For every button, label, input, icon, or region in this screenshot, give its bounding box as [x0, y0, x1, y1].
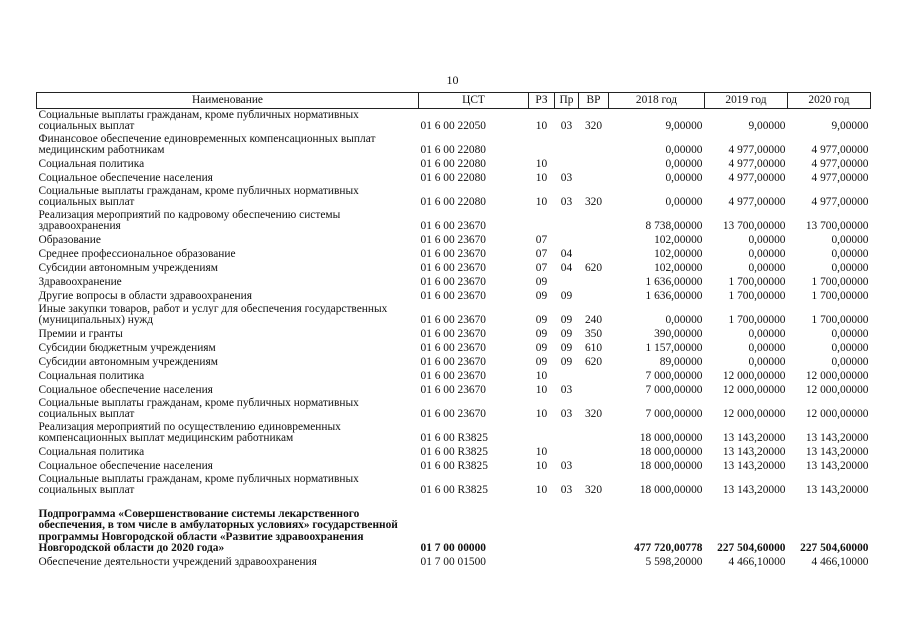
row-value-2019: 0,00000 — [748, 262, 786, 275]
row-cst: 01 6 00 23670 — [420, 384, 486, 397]
table-row — [37, 171, 871, 185]
row-pr: 09 — [560, 356, 573, 369]
row-value-2020: 13 143,20000 — [805, 484, 869, 497]
row-value-2020: 13 143,20000 — [805, 446, 869, 459]
row-name: Субсидии автономным учреждениям — [38, 262, 218, 275]
table-row — [37, 261, 871, 275]
row-cst: 01 7 00 01500 — [420, 556, 486, 569]
row-value-2020: 4 977,00000 — [811, 172, 869, 185]
header-vr: ВР — [579, 93, 609, 109]
row-vr: 620 — [584, 356, 603, 369]
row-name: Образование — [38, 234, 101, 247]
row-pr: 04 — [560, 262, 573, 275]
row-value-2020: 1 700,00000 — [811, 314, 869, 327]
header-2018: 2018 год — [609, 93, 705, 109]
row-name: Финансовое обеспечение единовременных компенсационных выплат медицинским работникам — [38, 132, 376, 157]
row-name: Реализация мероприятий по кадровому обеспечению системы здравоохранения — [38, 208, 341, 233]
row-vr: 320 — [584, 408, 603, 421]
row-vr — [579, 289, 609, 303]
row-value-2019: 1 700,00000 — [728, 290, 786, 303]
row-pr — [555, 421, 579, 445]
row-cst: 01 6 00 23670 — [420, 220, 486, 233]
row-value-2020: 4 977,00000 — [811, 144, 869, 157]
row-cst: 01 6 00 22050 — [420, 120, 486, 133]
table-row — [37, 555, 871, 569]
row-cst: 01 6 00 23670 — [420, 342, 486, 355]
row-name: Социальная политика — [38, 370, 145, 383]
row-name: Социальное обеспечение населения — [38, 460, 213, 473]
row-vr: 620 — [584, 262, 603, 275]
row-pr — [555, 445, 579, 459]
row-value-2020: 0,00000 — [831, 328, 869, 341]
row-value-2019: 0,00000 — [748, 234, 786, 247]
table-row — [37, 327, 871, 341]
row-rz: 09 — [535, 356, 548, 369]
row-value-2019: 13 700,00000 — [722, 220, 786, 233]
row-pr: 09 — [560, 314, 573, 327]
header-pr: Пр — [555, 93, 579, 109]
table-row — [37, 459, 871, 473]
row-value-2019: 0,00000 — [748, 248, 786, 261]
row-pr — [555, 157, 579, 171]
row-value-2018: 102,00000 — [654, 234, 703, 247]
row-cst: 01 6 00 R3825 — [420, 460, 488, 473]
row-value-2018: 0,00000 — [665, 172, 703, 185]
row-value-2018: 390,00000 — [654, 328, 703, 341]
row-value-2018: 0,00000 — [665, 314, 703, 327]
table-row — [37, 133, 871, 157]
row-name: Социальные выплаты гражданам, кроме публичных нормативных социальных выплат — [38, 396, 359, 421]
row-pr: 03 — [560, 484, 573, 497]
row-value-2018: 1 636,00000 — [645, 290, 703, 303]
row-rz: 10 — [535, 408, 548, 421]
row-value-2018: 0,00000 — [665, 196, 703, 209]
row-cst: 01 6 00 23670 — [420, 234, 486, 247]
row-rz: 07 — [535, 248, 548, 261]
row-vr — [579, 171, 609, 185]
row-value-2020: 4 977,00000 — [811, 158, 869, 171]
row-vr: 320 — [584, 120, 603, 133]
row-cst: 01 6 00 22080 — [420, 172, 486, 185]
row-value-2018: 8 738,00000 — [645, 220, 703, 233]
row-rz — [529, 555, 555, 569]
row-value-2020: 1 700,00000 — [811, 276, 869, 289]
row-value-2018: 9,00000 — [665, 120, 703, 133]
row-value-2019: 13 143,20000 — [722, 446, 786, 459]
header-cst: ЦСТ — [419, 93, 529, 109]
row-vr — [579, 497, 609, 555]
row-name: Субсидии автономным учреждениям — [38, 356, 218, 369]
row-vr: 320 — [584, 484, 603, 497]
table-row — [37, 355, 871, 369]
row-rz: 10 — [535, 120, 548, 133]
row-name: Субсидии бюджетным учреждениям — [38, 342, 216, 355]
row-value-2019: 9,00000 — [748, 120, 786, 133]
row-cst: 01 6 00 23670 — [420, 408, 486, 421]
table-row — [37, 445, 871, 459]
row-cst: 01 6 00 23670 — [420, 276, 486, 289]
row-rz: 10 — [535, 446, 548, 459]
row-vr — [579, 421, 609, 445]
row-cst: 01 6 00 R3825 — [420, 432, 488, 445]
row-value-2018: 5 598,20000 — [645, 556, 703, 569]
row-value-2018: 0,00000 — [665, 144, 703, 157]
row-cst: 01 6 00 22080 — [420, 158, 486, 171]
row-pr: 09 — [560, 342, 573, 355]
row-name: Социальное обеспечение населения — [38, 172, 213, 185]
row-value-2019: 12 000,00000 — [722, 370, 786, 383]
row-vr — [579, 445, 609, 459]
row-pr: 03 — [560, 120, 573, 133]
row-cst: 01 6 00 23670 — [420, 262, 486, 275]
header-rz: РЗ — [529, 93, 555, 109]
row-rz: 09 — [535, 290, 548, 303]
row-pr: 04 — [560, 248, 573, 261]
row-value-2018: 0,00000 — [665, 158, 703, 171]
row-rz — [529, 497, 555, 555]
row-value-2018: 7 000,00000 — [645, 370, 703, 383]
table-row — [37, 209, 871, 233]
row-vr — [579, 275, 609, 289]
table-row — [37, 369, 871, 383]
row-vr — [579, 209, 609, 233]
row-cst: 01 6 00 23670 — [420, 356, 486, 369]
table-row — [37, 497, 871, 555]
row-value-2018: 7 000,00000 — [645, 408, 703, 421]
row-cst: 01 6 00 23670 — [420, 328, 486, 341]
row-value-2019: 13 143,20000 — [722, 432, 786, 445]
row-pr: 09 — [560, 328, 573, 341]
row-rz: 10 — [535, 460, 548, 473]
row-vr: 610 — [584, 342, 603, 355]
row-vr: 320 — [584, 196, 603, 209]
row-name: Социальные выплаты гражданам, кроме публичных нормативных социальных выплат — [38, 472, 359, 497]
row-rz: 09 — [535, 314, 548, 327]
page-number: 10 — [446, 73, 459, 87]
row-rz: 07 — [535, 234, 548, 247]
row-value-2018: 1 636,00000 — [645, 276, 703, 289]
row-pr — [555, 497, 579, 555]
row-pr: 03 — [560, 408, 573, 421]
row-name: Здравоохранение — [38, 276, 122, 289]
row-value-2020: 9,00000 — [831, 120, 869, 133]
row-value-2019: 12 000,00000 — [722, 408, 786, 421]
row-cst: 01 6 00 23670 — [420, 314, 486, 327]
row-rz: 10 — [535, 370, 548, 383]
row-pr: 03 — [560, 196, 573, 209]
row-rz — [529, 421, 555, 445]
row-vr: 350 — [584, 328, 603, 341]
row-value-2018: 18 000,00000 — [639, 460, 703, 473]
row-pr: 03 — [560, 460, 573, 473]
row-name: Социальное обеспечение населения — [38, 384, 213, 397]
table-row — [37, 473, 871, 497]
row-value-2020: 13 143,20000 — [805, 432, 869, 445]
row-rz: 10 — [535, 196, 548, 209]
row-value-2020: 4 977,00000 — [811, 196, 869, 209]
row-pr: 03 — [560, 172, 573, 185]
row-vr — [579, 133, 609, 157]
header-2020: 2020 год — [788, 93, 871, 109]
row-pr: 09 — [560, 290, 573, 303]
row-vr — [579, 157, 609, 171]
row-value-2020: 1 700,00000 — [811, 290, 869, 303]
row-value-2019: 4 466,10000 — [728, 556, 786, 569]
row-value-2018: 1 157,00000 — [645, 342, 703, 355]
row-value-2018: 18 000,00000 — [639, 446, 703, 459]
row-pr — [555, 555, 579, 569]
row-cst: 01 6 00 23670 — [420, 290, 486, 303]
row-value-2020: 227 504,60000 — [800, 542, 869, 555]
row-name: Иные закупки товаров, работ и услуг для обеспечения государственных (муниципальных) нужд — [38, 302, 388, 327]
row-value-2018: 477 720,00778 — [634, 542, 703, 555]
row-pr — [555, 369, 579, 383]
table-row — [37, 275, 871, 289]
row-value-2019: 13 143,20000 — [722, 484, 786, 497]
header-name: Наименование — [37, 93, 419, 109]
table-row — [37, 383, 871, 397]
row-value-2019: 1 700,00000 — [728, 276, 786, 289]
row-name: Премии и гранты — [38, 328, 123, 341]
row-rz: 10 — [535, 172, 548, 185]
row-cst: 01 6 00 22080 — [420, 144, 486, 157]
table-row — [37, 247, 871, 261]
row-value-2018: 7 000,00000 — [645, 384, 703, 397]
row-value-2020: 0,00000 — [831, 342, 869, 355]
table-row — [37, 233, 871, 247]
row-value-2019: 0,00000 — [748, 356, 786, 369]
row-cst: 01 6 00 R3825 — [420, 484, 488, 497]
table-body — [37, 109, 871, 570]
table-row — [37, 421, 871, 445]
row-value-2018: 18 000,00000 — [639, 484, 703, 497]
row-value-2019: 4 977,00000 — [728, 196, 786, 209]
row-value-2019: 4 977,00000 — [728, 172, 786, 185]
row-name: Среднее профессиональное образование — [38, 248, 236, 261]
header-row — [37, 93, 871, 109]
row-name: Обеспечение деятельности учреждений здравоохранения — [38, 556, 317, 569]
row-cst: 01 6 00 R3825 — [420, 446, 488, 459]
row-name: Социальная политика — [38, 158, 145, 171]
row-value-2020: 0,00000 — [831, 234, 869, 247]
row-value-2019: 227 504,60000 — [717, 542, 786, 555]
row-name: Социальная политика — [38, 446, 145, 459]
row-cst: 01 7 00 00000 — [420, 542, 486, 555]
row-value-2019: 13 143,20000 — [722, 460, 786, 473]
row-rz — [529, 133, 555, 157]
row-rz: 10 — [535, 158, 548, 171]
row-name: Другие вопросы в области здравоохранения — [38, 290, 252, 303]
row-value-2020: 0,00000 — [831, 262, 869, 275]
row-value-2020: 4 466,10000 — [811, 556, 869, 569]
row-rz: 09 — [535, 328, 548, 341]
header-2019: 2019 год — [705, 93, 788, 109]
row-rz — [529, 209, 555, 233]
row-name: Реализация мероприятий по осуществлению единовременных компенсационных выплат медицинским работникам — [38, 420, 341, 445]
row-name: Социальные выплаты гражданам, кроме публичных нормативных социальных выплат — [38, 108, 359, 133]
row-vr: 240 — [584, 314, 603, 327]
row-value-2020: 12 000,00000 — [805, 408, 869, 421]
row-pr — [555, 275, 579, 289]
row-value-2018: 102,00000 — [654, 262, 703, 275]
row-value-2020: 12 000,00000 — [805, 384, 869, 397]
table-header — [37, 93, 871, 109]
row-vr — [579, 233, 609, 247]
row-value-2019: 0,00000 — [748, 328, 786, 341]
row-value-2020: 12 000,00000 — [805, 370, 869, 383]
table-row — [37, 185, 871, 209]
row-name: Подпрограмма «Совершенствование системы лекарственного обеспечения, в том числе в амбулаторных условиях» государственной программы Новгородской области «Развитие здравоохранения Новгородской области до 2020 года» — [38, 507, 398, 555]
row-rz: 09 — [535, 342, 548, 355]
row-value-2018: 102,00000 — [654, 248, 703, 261]
row-vr — [579, 247, 609, 261]
table-row — [37, 341, 871, 355]
table-row — [37, 157, 871, 171]
row-value-2020: 13 700,00000 — [805, 220, 869, 233]
row-value-2020: 0,00000 — [831, 356, 869, 369]
table-row — [37, 397, 871, 421]
row-value-2019: 4 977,00000 — [728, 144, 786, 157]
row-vr — [579, 369, 609, 383]
row-vr — [579, 459, 609, 473]
table-row — [37, 303, 871, 327]
row-rz: 10 — [535, 384, 548, 397]
row-value-2018: 18 000,00000 — [639, 432, 703, 445]
row-value-2019: 4 977,00000 — [728, 158, 786, 171]
row-cst: 01 6 00 23670 — [420, 370, 486, 383]
row-vr — [579, 555, 609, 569]
row-value-2018: 89,00000 — [659, 356, 703, 369]
row-name: Социальные выплаты гражданам, кроме публичных нормативных социальных выплат — [38, 184, 359, 209]
row-value-2019: 1 700,00000 — [728, 314, 786, 327]
row-value-2019: 12 000,00000 — [722, 384, 786, 397]
budget-table — [36, 92, 871, 569]
row-rz: 09 — [535, 276, 548, 289]
row-cst: 01 6 00 22080 — [420, 196, 486, 209]
row-pr: 03 — [560, 384, 573, 397]
row-pr — [555, 133, 579, 157]
row-pr — [555, 209, 579, 233]
row-cst: 01 6 00 23670 — [420, 248, 486, 261]
row-value-2020: 13 143,20000 — [805, 460, 869, 473]
row-value-2019: 0,00000 — [748, 342, 786, 355]
row-rz: 10 — [535, 484, 548, 497]
row-vr — [579, 383, 609, 397]
row-value-2020: 0,00000 — [831, 248, 869, 261]
table-row — [37, 289, 871, 303]
row-pr — [555, 233, 579, 247]
table-row — [37, 109, 871, 134]
row-rz: 07 — [535, 262, 548, 275]
